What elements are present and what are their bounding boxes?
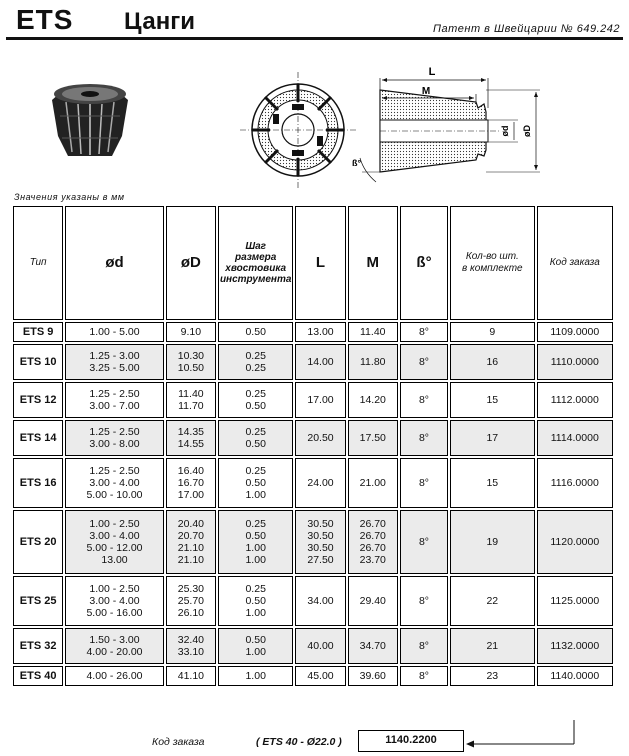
cell-M-line: 11.40 (360, 326, 386, 338)
cell-qty: 21 (450, 628, 534, 664)
cell-M-line: 17.50 (359, 432, 386, 444)
cell-code: 1125.0000 (537, 576, 613, 626)
table-row (13, 382, 613, 418)
col-header-step-line: инструмента (219, 274, 292, 285)
cell-step-line: 0.50 (245, 326, 266, 338)
cell-L (295, 458, 345, 508)
cell-M (348, 628, 398, 664)
col-header-type: Тип (13, 206, 63, 320)
table-row (13, 458, 613, 508)
cell-d-line: 5.00 - 12.00 (86, 542, 143, 554)
cell-M-line: 14.20 (359, 394, 386, 406)
collet-drawings-svg (0, 42, 629, 192)
cell-d-line: 1.00 - 5.00 (89, 326, 140, 338)
col-header-d: ød (65, 206, 164, 320)
cell-code: 1109.0000 (537, 322, 613, 342)
cell-code: 1116.0000 (537, 458, 613, 508)
cell-step-line: 0.25 (245, 465, 266, 477)
cell-type: ETS 12 (13, 382, 63, 418)
cell-d-line: 3.25 - 5.00 (89, 362, 140, 374)
cell-L (295, 576, 345, 626)
cell-angle: 8° (400, 420, 448, 456)
cell-qty: 15 (450, 458, 534, 508)
cell-code: 1112.0000 (537, 382, 613, 418)
col-header-step-line: размера (235, 252, 277, 263)
header-rule (6, 37, 623, 40)
col-header-L: L (295, 206, 345, 320)
cell-qty: 9 (450, 322, 534, 342)
collet-side-view-icon (360, 78, 540, 182)
cell-L-line: 30.50 (307, 530, 334, 542)
cell-M-line: 23.70 (359, 554, 386, 566)
cell-D-line: 11.70 (178, 400, 204, 412)
patent-note: Патент в Швейцарии № 649.242 (433, 23, 620, 35)
cell-L (295, 510, 345, 574)
page-header (6, 4, 624, 40)
cell-d (65, 576, 164, 626)
cell-d-line: 1.25 - 3.00 (89, 350, 140, 362)
collet-3d-icon (52, 84, 128, 156)
order-label: Код заказа (152, 736, 205, 748)
cell-d-line: 3.00 - 4.00 (89, 595, 140, 607)
cell-D (166, 458, 216, 508)
cell-d-line: 1.25 - 2.50 (89, 465, 140, 477)
cell-d-line: 5.00 - 16.00 (86, 607, 143, 619)
col-header-qty-line: в комплекте (462, 263, 523, 274)
cell-D-line: 25.70 (177, 595, 205, 607)
page-title: Цанги (124, 8, 196, 35)
cell-D-line: 26.10 (177, 607, 205, 619)
cell-step (218, 576, 293, 626)
cell-step (218, 628, 293, 664)
cell-d (65, 510, 164, 574)
table-header-row (13, 206, 613, 320)
cell-D-line: 21.10 (177, 542, 205, 554)
cell-d-line: 3.00 - 4.00 (89, 477, 140, 489)
cell-angle: 8° (400, 322, 448, 342)
cell-L (295, 344, 345, 380)
cell-D-line: 11.40 (178, 388, 204, 400)
table-row (13, 322, 613, 342)
cell-M-line: 29.40 (359, 595, 386, 607)
table-body (13, 322, 613, 686)
cell-step (218, 510, 293, 574)
cell-qty: 23 (450, 666, 534, 686)
cell-step-line: 1.00 (245, 646, 266, 658)
collet-end-view-icon (240, 72, 356, 188)
cell-angle: 8° (400, 458, 448, 508)
col-header-step (218, 206, 293, 320)
cell-L (295, 382, 345, 418)
cell-step (218, 382, 293, 418)
cell-qty: 22 (450, 576, 534, 626)
cell-qty: 19 (450, 510, 534, 574)
cell-D-line: 16.70 (177, 477, 205, 489)
cell-code: 1110.0000 (537, 344, 613, 380)
cell-step-line: 0.50 (245, 438, 266, 450)
collet-table (11, 204, 615, 688)
cell-L (295, 420, 345, 456)
cell-M-line: 21.00 (359, 477, 386, 489)
cell-D-line: 17.00 (177, 489, 205, 501)
cell-step (218, 344, 293, 380)
col-header-qty-line: Кол-во шт. (465, 251, 519, 262)
cell-L-line: 27.50 (307, 554, 334, 566)
cell-step-line: 0.50 (245, 477, 266, 489)
cell-d-line: 3.00 - 4.00 (89, 530, 140, 542)
cell-step-line: 0.50 (245, 595, 266, 607)
cell-d-line: 4.00 - 20.00 (86, 646, 143, 658)
cell-type: ETS 16 (13, 458, 63, 508)
table-row (13, 628, 613, 664)
col-header-code: Код заказа (537, 206, 613, 320)
cell-step-line: 1.00 (245, 542, 266, 554)
cell-M (348, 344, 398, 380)
table-row (13, 510, 613, 574)
cell-d (65, 322, 164, 342)
col-header-D: øD (166, 206, 216, 320)
dimension-label-L: L (428, 66, 436, 78)
cell-angle: 8° (400, 510, 448, 574)
cell-step (218, 666, 293, 686)
dimension-label-D: øD (522, 125, 532, 137)
cell-D-line: 9.10 (180, 326, 202, 338)
units-note: Значения указаны в мм (14, 192, 125, 202)
cell-M (348, 322, 398, 342)
cell-D-line: 14.55 (177, 438, 205, 450)
cell-step-line: 1.00 (245, 489, 266, 501)
dimension-label-d: ød (500, 125, 510, 137)
cell-D-line: 10.30 (177, 350, 205, 362)
cell-M (348, 510, 398, 574)
cell-qty: 16 (450, 344, 534, 380)
cell-D (166, 322, 216, 342)
cell-step-line: 0.25 (245, 518, 266, 530)
cell-L-line: 17.00 (307, 394, 334, 406)
cell-L (295, 628, 345, 664)
cell-angle: 8° (400, 666, 448, 686)
cell-code: 1132.0000 (537, 628, 613, 664)
cell-D (166, 576, 216, 626)
cell-d (65, 628, 164, 664)
cell-M (348, 576, 398, 626)
cell-step-line: 1.00 (245, 607, 266, 619)
cell-d (65, 344, 164, 380)
col-header-step-line: Шаг (245, 241, 267, 252)
cell-type: ETS 25 (13, 576, 63, 626)
table-row (13, 420, 613, 456)
cell-D-line: 41.10 (177, 670, 205, 682)
cell-M (348, 382, 398, 418)
cell-d-line: 1.25 - 2.50 (89, 388, 140, 400)
cell-D-line: 14.35 (177, 426, 205, 438)
cell-M (348, 666, 398, 686)
cell-M (348, 458, 398, 508)
cell-D-line: 16.40 (177, 465, 205, 477)
cell-L-line: 30.50 (307, 542, 334, 554)
cell-step (218, 322, 293, 342)
cell-type: ETS 32 (13, 628, 63, 664)
cell-D (166, 344, 216, 380)
table-row (13, 666, 613, 686)
cell-D (166, 420, 216, 456)
cell-d (65, 458, 164, 508)
cell-angle: 8° (400, 382, 448, 418)
cell-qty: 15 (450, 382, 534, 418)
cell-angle: 8° (400, 576, 448, 626)
table-row (13, 576, 613, 626)
cell-M-line: 39.60 (359, 670, 386, 682)
cell-step-line: 1.00 (245, 670, 266, 682)
cell-D (166, 628, 216, 664)
cell-d-line: 1.25 - 2.50 (89, 426, 140, 438)
cell-step-line: 0.50 (245, 400, 266, 412)
cell-d-line: 3.00 - 7.00 (89, 400, 140, 412)
cell-L-line: 45.00 (307, 670, 334, 682)
cell-type: ETS 40 (13, 666, 63, 686)
cell-L (295, 322, 345, 342)
cell-step (218, 458, 293, 508)
cell-d-line: 5.00 - 10.00 (86, 489, 143, 501)
cell-type: ETS 20 (13, 510, 63, 574)
series-title: ETS (16, 4, 74, 35)
cell-d-line: 1.00 - 2.50 (89, 583, 140, 595)
cell-D-line: 21.10 (177, 554, 205, 566)
cell-step-line: 0.25 (245, 583, 266, 595)
cell-D-line: 32.40 (177, 634, 205, 646)
col-header-qty (450, 206, 534, 320)
cell-angle: 8° (400, 344, 448, 380)
cell-L-line: 20.50 (307, 432, 334, 444)
cell-d (65, 666, 164, 686)
cell-L-line: 30.50 (307, 518, 334, 530)
cell-d (65, 420, 164, 456)
cell-step-line: 1.00 (245, 554, 266, 566)
cell-angle: 8° (400, 628, 448, 664)
cell-code: 1140.0000 (537, 666, 613, 686)
cell-M (348, 420, 398, 456)
cell-D-line: 10.50 (177, 362, 205, 374)
cell-type: ETS 10 (13, 344, 63, 380)
cell-L (295, 666, 345, 686)
cell-step-line: 0.25 (245, 350, 266, 362)
cell-d-line: 4.00 - 26.00 (86, 670, 143, 682)
cell-step-line: 0.50 (245, 634, 266, 646)
col-header-angle: ß° (400, 206, 448, 320)
cell-L-line: 24.00 (307, 477, 334, 489)
order-code-box: 1140.2200 (358, 730, 464, 752)
cell-M-line: 11.80 (360, 356, 386, 368)
cell-d-line: 13.00 (101, 554, 128, 566)
order-example-text: ( ETS 40 - Ø22.0 ) (256, 736, 342, 748)
cell-M-line: 34.70 (359, 640, 386, 652)
cell-D (166, 382, 216, 418)
cell-type: ETS 14 (13, 420, 63, 456)
table-row (13, 344, 613, 380)
cell-D-line: 33.10 (177, 646, 205, 658)
col-header-M: M (348, 206, 398, 320)
cell-D-line: 20.40 (177, 518, 205, 530)
cell-d-line: 1.00 - 2.50 (89, 518, 140, 530)
cell-D-line: 20.70 (177, 530, 205, 542)
collet-drawings (0, 42, 629, 192)
cell-d (65, 382, 164, 418)
cell-d-line: 1.50 - 3.00 (89, 634, 140, 646)
cell-step-line: 0.50 (245, 530, 266, 542)
cell-D-line: 25.30 (177, 583, 205, 595)
dimension-label-angle: ß° (352, 158, 362, 168)
cell-step-line: 0.25 (245, 362, 266, 374)
cell-L-line: 40.00 (307, 640, 334, 652)
col-header-step-line: хвостовика (225, 263, 287, 274)
cell-M-line: 26.70 (359, 518, 386, 530)
cell-code: 1114.0000 (537, 420, 613, 456)
cell-step-line: 0.25 (245, 426, 266, 438)
order-example (0, 720, 629, 756)
cell-type: ETS 9 (13, 322, 63, 342)
cell-step (218, 420, 293, 456)
cell-step-line: 0.25 (245, 388, 266, 400)
cell-M-line: 26.70 (359, 542, 386, 554)
cell-L-line: 34.00 (307, 595, 334, 607)
cell-L-line: 14.00 (307, 356, 334, 368)
cell-qty: 17 (450, 420, 534, 456)
cell-code: 1120.0000 (537, 510, 613, 574)
cell-L-line: 13.00 (307, 326, 334, 338)
cell-D (166, 666, 216, 686)
cell-d-line: 3.00 - 8.00 (89, 438, 140, 450)
dimension-label-M: M (421, 86, 431, 97)
cell-M-line: 26.70 (359, 530, 386, 542)
cell-D (166, 510, 216, 574)
